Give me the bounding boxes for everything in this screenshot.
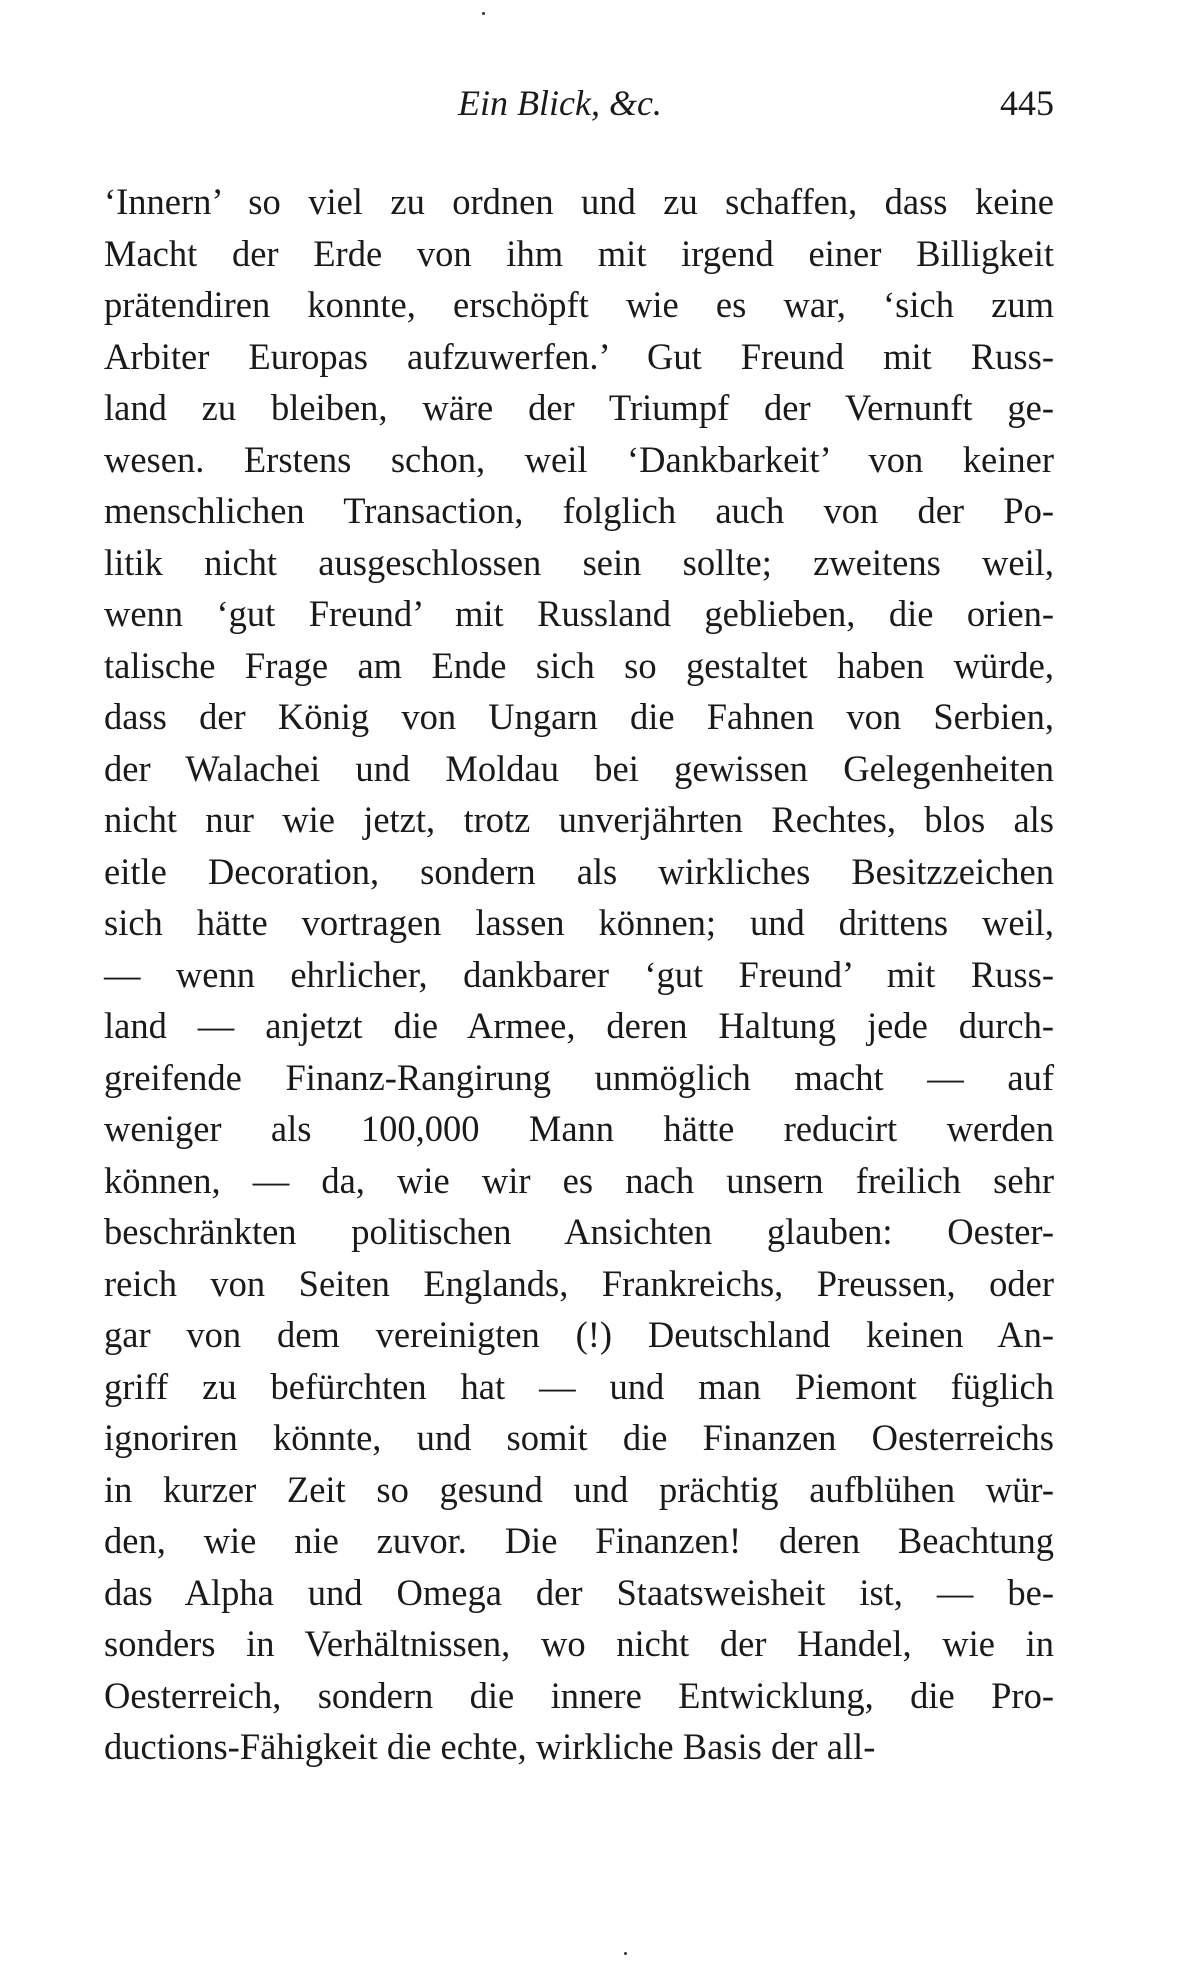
page-header [104, 82, 1054, 132]
text-line: der Walachei und Moldau bei gewissen Gelegenheiten [104, 747, 1054, 789]
text-line: können, — da, wie wir es nach unsern freilich sehr [104, 1159, 1054, 1201]
text-line: menschlichen Transaction, folglich auch von der Po- [104, 490, 1054, 531]
text-line: griff zu befürchten hat — und man Piemont füglich [104, 1365, 1054, 1407]
print-speck [482, 12, 485, 15]
running-title: Ein Blick, &c. [458, 83, 662, 123]
text-line: wenn ‘gut Freund’ mit Russland geblieben, die orien- [104, 593, 1054, 634]
body-text [104, 176, 1054, 1773]
text-line: gar von dem vereinigten (!) Deutschland keinen An- [104, 1314, 1054, 1355]
text-line: prätendiren konnte, erschöpft wie es war, ‘sich zum [104, 284, 1054, 325]
text-line: das Alpha und Omega der Staatsweisheit ist, — be- [104, 1571, 1054, 1613]
text-line: dass der König von Ungarn die Fahnen von Serbien, [104, 696, 1054, 737]
text-line: beschränkten politischen Ansichten glauben: Oester- [104, 1211, 1054, 1252]
text-line: talische Frage am Ende sich so gestaltet haben würde, [104, 644, 1054, 686]
text-line: — wenn ehrlicher, dankbarer ‘gut Freund’ mit Russ- [104, 953, 1054, 995]
text-line: sonders in Verhältnissen, wo nicht der Handel, wie in [104, 1623, 1054, 1664]
text-line: Macht der Erde von ihm mit irgend einer Billigkeit [104, 232, 1054, 274]
text-line: land — anjetzt die Armee, deren Haltung jede durch- [104, 1005, 1054, 1046]
page-number: 445 [1000, 83, 1054, 123]
text-line: Oesterreich, sondern die innere Entwicklung, die Pro- [104, 1674, 1054, 1716]
text-line: ductions-Fähigkeit die echte, wirkliche Basis der all- [104, 1726, 876, 1767]
text-line: land zu bleiben, wäre der Triumpf der Vernunft ge- [104, 387, 1054, 428]
text-line: litik nicht ausgeschlossen sein sollte; zweitens weil, [104, 541, 1054, 583]
text-line: in kurzer Zeit so gesund und prächtig aufblühen wür- [104, 1468, 1054, 1510]
text-line: Arbiter Europas aufzuwerfen.’ Gut Freund mit Russ- [104, 335, 1054, 377]
text-line: wesen. Erstens schon, weil ‘Dankbarkeit’ von keiner [104, 438, 1054, 480]
text-line: ignoriren könnte, und somit die Finanzen Oesterreichs [104, 1417, 1054, 1458]
text-line: ‘Innern’ so viel zu ordnen und zu schaffen, dass keine [104, 181, 1054, 222]
text-line: den, wie nie zuvor. Die Finanzen! deren Beachtung [104, 1520, 1054, 1561]
text-line: reich von Seiten Englands, Frankreichs, Preussen, oder [104, 1262, 1054, 1304]
text-line: eitle Decoration, sondern als wirkliches Besitzzeichen [104, 850, 1054, 892]
print-speck [624, 1952, 627, 1955]
text-line: sich hätte vortragen lassen können; und drittens weil, [104, 902, 1054, 943]
text-line: weniger als 100,000 Mann hätte reducirt werden [104, 1108, 1054, 1149]
text-line: greifende Finanz-Rangirung unmöglich macht — auf [104, 1056, 1054, 1098]
text-line: nicht nur wie jetzt, trotz unverjährten Rechtes, blos als [104, 799, 1054, 840]
